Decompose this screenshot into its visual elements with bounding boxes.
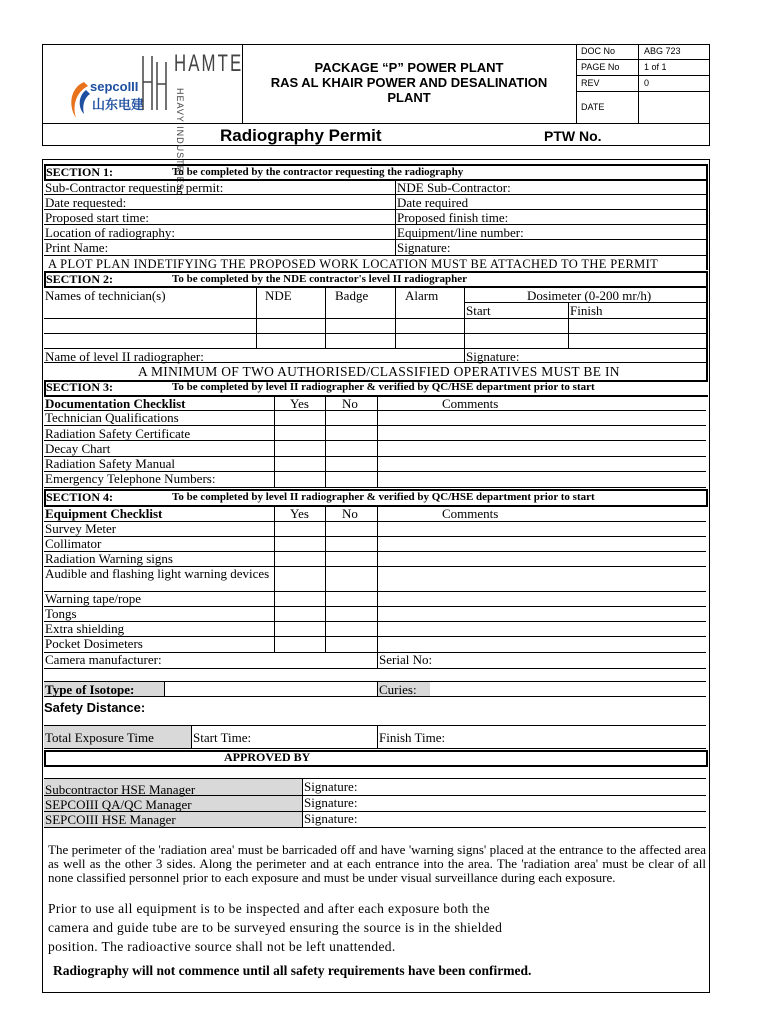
plant-title-line1: PACKAGE “P” POWER PLANT [314, 60, 504, 75]
hamte-logo [140, 48, 244, 191]
dosimeter-header: Dosimeter (0-200 mr/h) [527, 288, 652, 303]
date-requested-field[interactable]: Date requested: [45, 195, 127, 210]
inspection-note-line2: camera and guide tube are to be surveyed ensuring the source is in the shielded [48, 920, 503, 935]
plant-title-line3: PLANT [387, 90, 431, 105]
nde-subcontractor-field[interactable]: NDE Sub-Contractor: [397, 180, 511, 195]
section2-label: SECTION 2: [46, 272, 114, 286]
equip-item-survey-meter: Survey Meter [45, 521, 117, 536]
doc-item-emergency-telephone: Emergency Telephone Numbers: [45, 471, 216, 486]
equipment-line-field[interactable]: Equipment/line number: [397, 225, 524, 240]
doc-no-value: ABG 723 [644, 46, 681, 56]
section3-desc: To be completed by level II radiographer & verified by QC/HSE department prior to start [172, 381, 595, 393]
documentation-checklist-title: Documentation Checklist [45, 396, 186, 411]
approver-sig-qaqc[interactable]: Signature: [304, 795, 358, 810]
section4-desc: To be completed by level II radiographer & verified by QC/HSE department prior to start [172, 491, 595, 503]
safety-distance-field[interactable]: Safety Distance: [44, 700, 146, 715]
sepco-logo-cn: 山东电建 [92, 97, 145, 112]
total-exposure-label: Total Exposure Time [45, 730, 154, 745]
exposure-finish-time-field[interactable]: Finish Time: [379, 730, 446, 745]
section1-desc: To be completed by the contractor requesting the radiography [172, 166, 464, 178]
level2-radiographer-field[interactable]: Name of level II radiographer: [45, 349, 204, 364]
plant-title-line2: RAS AL KHAIR POWER AND DESALINATION [270, 75, 548, 90]
two-operatives-note: A MINIMUM OF TWO AUTHORISED/CLASSIFIED OPERATIVES MUST BE IN [138, 364, 620, 379]
equipment-checklist-title: Equipment Checklist [45, 506, 163, 521]
equip-item-extra-shielding: Extra shielding [45, 621, 125, 636]
doc-item-decay-chart: Decay Chart [45, 441, 111, 456]
isotope-type-field[interactable]: Type of Isotope: [45, 682, 135, 697]
doc-no-header: No [342, 396, 358, 411]
approver-sig-sepco-hse[interactable]: Signature: [304, 811, 358, 826]
doc-item-radiation-safety-certificate: Radiation Safety Certificate [45, 426, 191, 441]
alarm-header: Alarm [405, 288, 439, 303]
permit-title: Radiography Permit [220, 126, 382, 145]
page-no-value: 1 of 1 [644, 62, 667, 72]
curies-field[interactable]: Curies: [379, 682, 417, 697]
doc-yes-header: Yes [290, 396, 309, 411]
equip-comments-header: Comments [442, 506, 499, 521]
final-warning: Radiography will not commence until all safety requirements have been confirmed. [53, 963, 532, 978]
inspection-note-line3: position. The radioactive source shall not be left unattended. [48, 939, 396, 954]
barricade-note: The perimeter of the 'radiation area' must be barricaded off and have 'warning signs' placed at the entrance to the affected area as well as the other 3 sides. Along the perimeter and at each entrance into the area. The 'radiation area' must be clear of all none classified personnel prior to each exposure and must be under visual surveillance during each exposure. [48, 842, 706, 885]
approved-by-title: APPROVED BY [224, 750, 311, 764]
finish-time-field[interactable]: Proposed finish time: [397, 210, 509, 225]
camera-manufacturer-field[interactable]: Camera manufacturer: [45, 652, 162, 667]
dosimeter-start-header: Start [466, 303, 491, 318]
page-no-label: PAGE No [581, 62, 620, 72]
equip-item-collimator: Collimator [45, 536, 102, 551]
date-label: DATE [581, 102, 605, 112]
doc-comments-header: Comments [442, 396, 499, 411]
section3-label: SECTION 3: [46, 380, 114, 394]
rev-value: 0 [644, 78, 650, 88]
ptw-no-label: PTW No. [544, 128, 602, 144]
plot-plan-note: A PLOT PLAN INDETIFYING THE PROPOSED WORK LOCATION MUST BE ATTACHED TO THE PERMIT [48, 257, 659, 271]
doc-item-radiation-safety-manual: Radiation Safety Manual [45, 456, 175, 471]
equip-item-tongs: Tongs [45, 606, 77, 621]
equip-item-pocket-dosimeters: Pocket Dosimeters [45, 636, 143, 651]
section2-desc: To be completed by the NDE contractor's level II radiographer [172, 273, 468, 285]
hamte-logo-text: HAMTE [174, 50, 244, 77]
equip-item-warning-signs: Radiation Warning signs [45, 551, 173, 566]
location-field[interactable]: Location of radiography: [45, 225, 175, 240]
signature-field-s2[interactable]: Signature: [466, 349, 520, 364]
start-time-field[interactable]: Proposed start time: [45, 210, 149, 225]
signature-field-s1[interactable]: Signature: [397, 240, 451, 255]
section4-label: SECTION 4: [46, 490, 114, 504]
nde-header: NDE [265, 288, 292, 303]
subcontractor-field[interactable]: Sub-Contractor requesting permit: [45, 180, 224, 195]
equip-item-warning-tape: Warning tape/rope [45, 591, 142, 606]
doc-no-label: DOC No [581, 46, 616, 56]
approver-role-qaqc: SEPCOIII QA/QC Manager [45, 797, 192, 812]
hamte-logo-subtext: HEAVY INDUSTRIES [175, 88, 185, 191]
sepco-logo-text: sepcoIII [90, 79, 139, 94]
section1-label: SECTION 1: [46, 165, 114, 179]
technician-row-1[interactable] [45, 303, 255, 317]
hamte-hh-icon [140, 52, 170, 114]
print-name-field[interactable]: Print Name: [45, 240, 109, 255]
equip-no-header: No [342, 506, 358, 521]
exposure-start-time-field[interactable]: Start Time: [193, 730, 252, 745]
technician-row-2[interactable] [45, 319, 255, 332]
inspection-note-line1: Prior to use all equipment is to be inspected and after each exposure both the [48, 901, 490, 916]
approver-role-subcontractor-hse: Subcontractor HSE Manager [45, 782, 196, 797]
approver-role-sepco-hse: SEPCOIII HSE Manager [45, 812, 176, 827]
dosimeter-finish-header: Finish [570, 303, 603, 318]
rev-label: REV [581, 78, 600, 88]
sepco-swoosh-icon [66, 80, 92, 120]
sepco-logo [66, 74, 145, 122]
doc-item-technician-qualifications: Technician Qualifications [45, 410, 179, 425]
technician-row-3[interactable] [45, 334, 255, 347]
equip-yes-header: Yes [290, 506, 309, 521]
equip-item-audible-warning: Audible and flashing light warning devices [45, 566, 270, 581]
serial-no-field[interactable]: Serial No: [379, 652, 433, 667]
approver-sig-subcontractor-hse[interactable]: Signature: [304, 779, 358, 794]
badge-header: Badge [335, 288, 369, 303]
technician-names-header: Names of technician(s) [45, 288, 166, 303]
date-required-field[interactable]: Date required [397, 195, 469, 210]
